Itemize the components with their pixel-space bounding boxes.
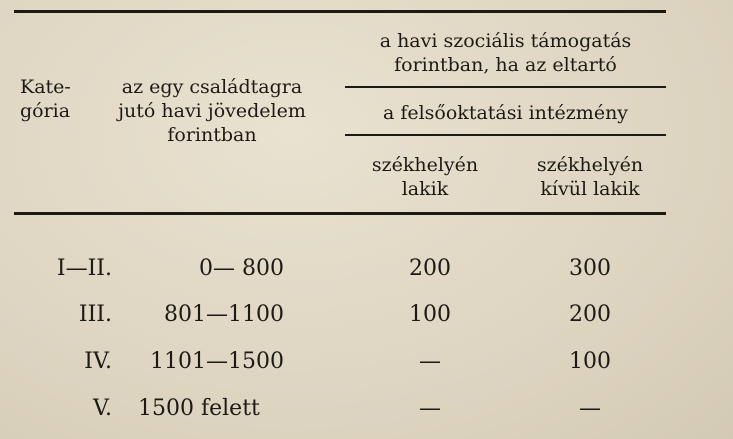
header-seat-line1: székhelyén	[371, 154, 479, 176]
row-seat: —	[419, 396, 441, 421]
header-income-line3: forintban	[167, 124, 257, 146]
header-support-line1: a havi szociális támogatás	[379, 30, 632, 52]
row-category: IV.	[84, 349, 112, 374]
row-income: 1101—1500	[150, 349, 284, 374]
row-outside: 300	[569, 256, 611, 281]
header-institution: a felsőoktatási intézmény	[382, 102, 629, 124]
header-outside-line1: székhelyén	[536, 154, 644, 176]
header-outside-line2: kívül lakik	[540, 178, 640, 200]
row-income: 0— 800	[199, 256, 284, 281]
header-category-line1: Kate-	[20, 76, 71, 98]
header-seat-line2: lakik	[401, 178, 449, 200]
support-rule	[345, 86, 666, 88]
header-bottom-rule	[14, 212, 666, 215]
row-outside: 100	[569, 349, 611, 374]
institution-rule	[345, 134, 666, 136]
row-outside: —	[579, 396, 601, 421]
header-category-line2: gória	[20, 100, 71, 122]
row-category: I—II.	[56, 256, 112, 281]
header-income-line1: az egy családtagra	[121, 76, 303, 98]
top-rule	[14, 10, 666, 13]
row-seat: 100	[409, 302, 451, 327]
row-outside: 200	[569, 302, 611, 327]
header-income-line2: jutó havi jövedelem	[118, 100, 306, 122]
header-support-line2: forintban, ha az eltartó	[394, 54, 617, 76]
row-income: 1500 felett	[138, 396, 260, 421]
row-income: 801—1100	[164, 302, 284, 327]
row-category: III.	[78, 302, 112, 327]
row-seat: —	[419, 349, 441, 374]
row-seat: 200	[409, 256, 451, 281]
row-category: V.	[92, 396, 112, 421]
